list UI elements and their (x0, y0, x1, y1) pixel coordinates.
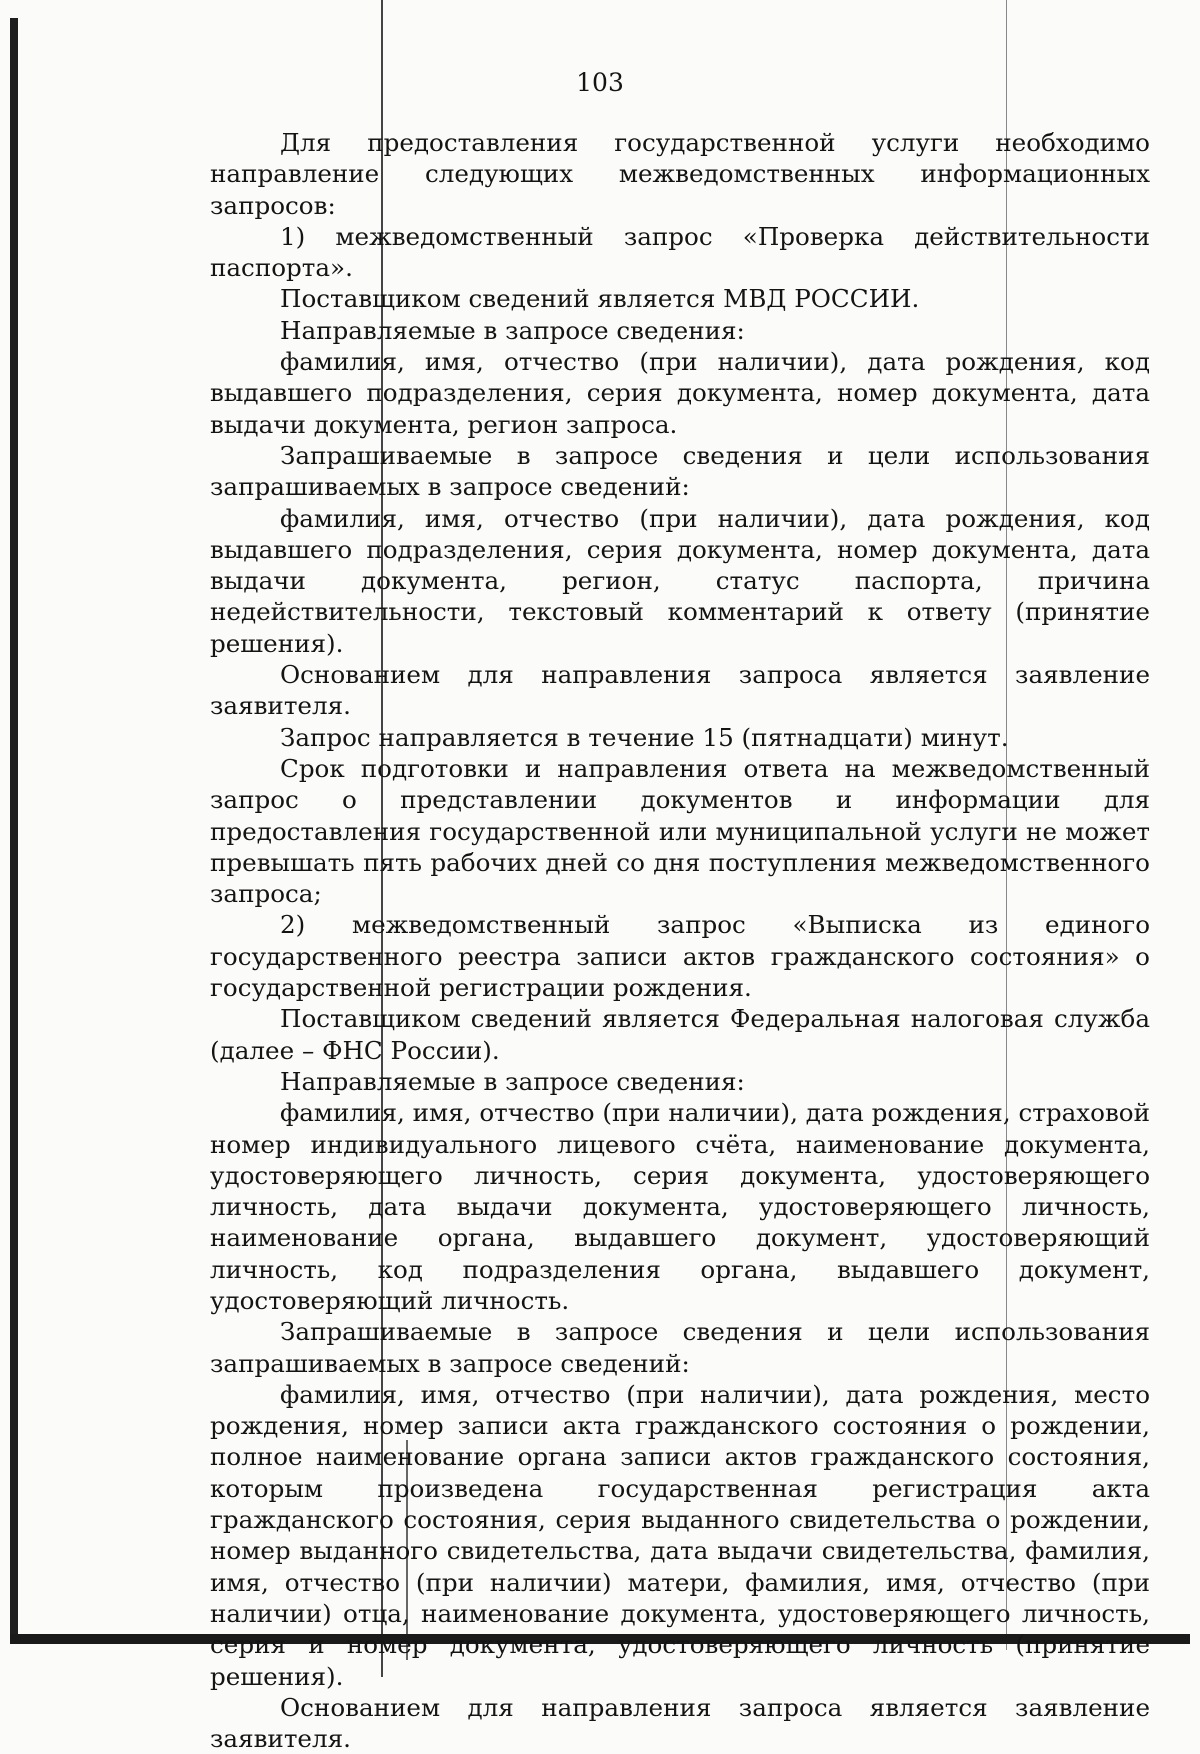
paragraph-supplier: Поставщиком сведений является МВД РОССИИ. (280, 284, 920, 314)
paragraph-sent-heading-2: Направляемые в запросе сведения: (280, 1066, 745, 1096)
paragraph-requested-heading: Запрашиваемые в запросе сведения и цели использования запрашиваемых в запросе сведений: (210, 440, 1150, 502)
page-number: 103 (576, 68, 624, 97)
paragraph-sent-heading: Направляемые в запросе сведения: (280, 315, 745, 345)
paragraph-request-2-title: 2) межведомственный запрос «Выписка из единого государственного реестра записи актов гражданского состояния» о государственной регистрации рождения. (210, 910, 1150, 1003)
paragraph-request-1-title: 1) межведомственный запрос «Проверка действительности паспорта». (210, 221, 1150, 283)
scan-border-left (10, 18, 18, 1643)
paragraph-supplier-2: Поставщиком сведений является Федеральная налоговая служба (далее – ФНС России). (210, 1004, 1150, 1065)
document-body (210, 127, 1150, 1754)
paragraph-basis: Основанием для направления запроса является заявление заявителя. (210, 660, 1150, 721)
paragraph-basis-2: Основанием для направления запроса является заявление заявителя. (210, 1692, 1150, 1754)
paragraph-sent-fields-2: фамилия, имя, отчество (при наличии), дата рождения, страховой номер индивидуального лицевого счёта, наименование документа, удостоверяющего личность, серия документа, удостоверяющего личность, дата выдачи документа, удостоверяющего личность, наименование органа, выдавшего документ, удостоверяющий личность, код подразделения органа, выдавшего документ, удостоверяющий личность. (210, 1098, 1150, 1315)
paragraph-requested-heading-2: Запрашиваемые в запросе сведения и цели использования запрашиваемых в запросе сведений: (210, 1317, 1150, 1378)
paragraph-requested-fields: фамилия, имя, отчество (при наличии), дата рождения, код выдавшего подразделения, серия документа, номер документа, дата выдачи документа, регион, статус паспорта, причина недействительности, текстовый комментарий к ответу (принятие решения). (210, 503, 1150, 658)
paragraph-requested-fields-2: фамилия, имя, отчество (при наличии), дата рождения, место рождения, номер записи акта гражданского состояния о рождении, полное наименование органа записи актов гражданского состояния, которым произведена государственная регистрация акта гражданского состояния, серия выданного свидетельства о рождении, номер выданного свидетельства, дата выдачи свидетельства, фамилия, имя, отчество (при наличии) матери, фамилия, имя, отчество (при наличии) отца, наименование документа, удостоверяющего личность, серия и номер документа, удостоверяющего личность (принятие решения). (210, 1379, 1150, 1691)
paragraph-sent-fields: фамилия, имя, отчество (при наличии), дата рождения, код выдавшего подразделения, серия документа, номер документа, дата выдачи документа, регион запроса. (210, 347, 1150, 439)
paragraph-deadline: Срок подготовки и направления ответа на межведомственный запрос о представлении документов и информации для предоставления государственной или муниципальной услуги не может превышать пять рабочих дней со дня поступления межведомственного запроса; (210, 753, 1150, 909)
paragraph-timing: Запрос направляется в течение 15 (пятнадцати) минут. (280, 722, 1009, 752)
paragraph-intro: Для предоставления государственной услуги необходимо направление следующих межведомственных информационных запросов: (210, 128, 1150, 220)
